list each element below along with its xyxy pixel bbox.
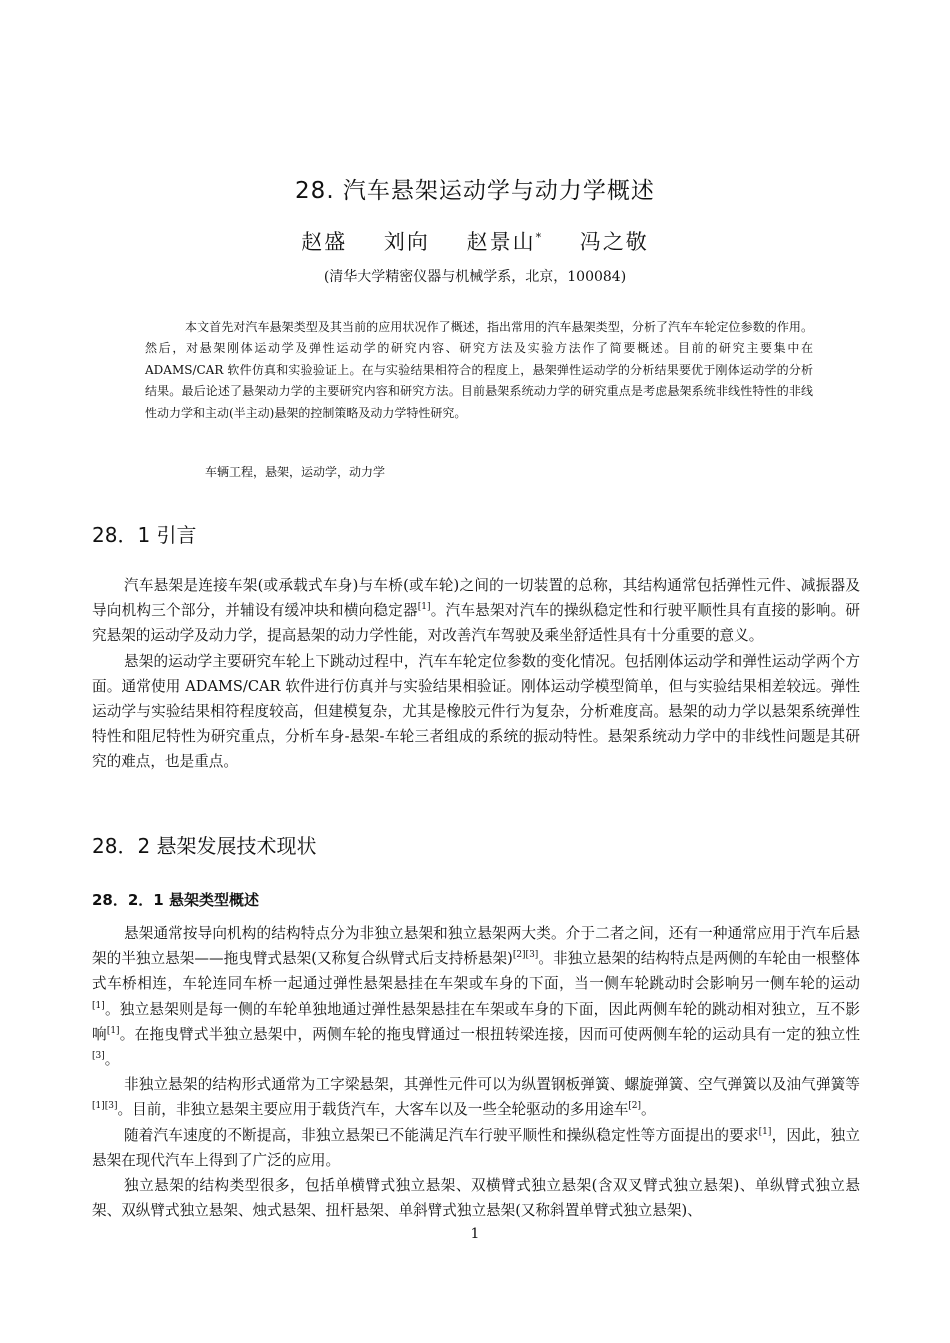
citation: [2] — [628, 1101, 642, 1112]
page-number: 1 — [470, 1226, 480, 1242]
citation: [1] — [106, 1025, 120, 1036]
citation: [2][3] — [512, 950, 539, 961]
author-2: 刘向 — [383, 230, 430, 254]
section-heading-intro: 28．1 引言 — [92, 523, 197, 547]
paragraph: 悬架通常按导向机构的结构特点分为非独立悬架和独立悬架两大类。介于二者之间，还有一种通常应用于汽车后悬架的半独立悬架——拖曳臂式悬架(又称复合纵臂式后支持桥悬架)[2][3]。非独立悬架的结构特点是两侧的车轮由一根整体式车桥相连，车轮连同车桥一起通过弹性悬架悬挂在车架或车身的下面，当一侧车轮跳动时会影响另一侧车轮的运动[1]。独立悬架则是每一侧的车轮单独地通过弹性悬架悬挂在车架或车身的下面，因此两侧车轮的跳动相对独立，互不影响[1]。在拖曳臂式半独立悬架中，两侧车轮的拖曳臂通过一根扭转梁连接，因而可使两侧车轮的运动具有一定的独立性[3]。 — [92, 925, 860, 1069]
subsection-heading-types: 28．2．1 悬架类型概述 — [92, 891, 259, 909]
author-1: 赵盛 — [301, 230, 348, 254]
author-3: 赵景山* — [466, 230, 544, 254]
section-heading-status: 28．2 悬架发展技术现状 — [92, 834, 317, 858]
paragraph: 独立悬架的结构类型很多，包括单横臂式独立悬架、双横臂式独立悬架(含双叉臂式独立悬架)、单纵臂式独立悬架、双纵臂式独立悬架、烛式悬架、扭杆悬架、单斜臂式独立悬架(又称斜置单臂式独立悬架)、 — [92, 1177, 860, 1220]
abstract: 本文首先对汽车悬架类型及其当前的应用状况作了概述，指出常用的汽车悬架类型，分析了汽车车轮定位参数的作用。然后，对悬架刚体运动学及弹性运动学的研究内容、研究方法及实验方法作了简要概述。目前的研究主要集中在 ADAMS/CAR 软件仿真和实验验证上。在与实验结果相符合的程度上，悬架弹性运动学的分析结果要优于刚体运动学的分析结果。最后论述了悬架动力学的主要研究内容和研究方法。目前悬架系统动力学的研究重点是考虑悬架系统非线性特性的非线性动力学和主动(半主动)悬架的控制策略及动力学特性研究。 — [145, 320, 813, 420]
citation: [1][3] — [92, 1101, 118, 1112]
citation: [1] — [417, 602, 431, 613]
paragraph: 随着汽车速度的不断提高，非独立悬架已不能满足汽车行驶平顺性和操纵稳定性等方面提出的要求[1]，因此，独立悬架在现代汽车上得到了广泛的应用。 — [92, 1126, 860, 1169]
paper-title: 28. 汽车悬架运动学与动力学概述 — [295, 178, 655, 204]
paragraph: 汽车悬架是连接车架(或承载式车身)与车桥(或车轮)之间的一切装置的总称，其结构通常包括弹性元件、减振器及导向机构三个部分，并辅设有缓冲块和横向稳定器[1]。汽车悬架对汽车的操纵稳定性和行驶平顺性具有直接的影响。研究悬架的运动学及动力学，提高悬架的动力学性能，对改善汽车驾驶及乘坐舒适性具有十分重要的意义。 — [92, 577, 860, 645]
citation: [3] — [92, 1051, 105, 1062]
section-intro-body — [92, 573, 860, 775]
paragraph: 非独立悬架的结构形式通常为工字梁悬架，其弹性元件可以为纵置钢板弹簧、螺旋弹簧、空气弹簧以及油气弹簧等[1][3]。目前，非独立悬架主要应用于载货汽车，大客车以及一些全轮驱动的多用途车[2]。 — [92, 1076, 860, 1119]
corresponding-author-mark: * — [535, 231, 544, 244]
author-4: 冯之敬 — [579, 230, 649, 254]
citation: [1] — [92, 1000, 105, 1011]
affiliation: (清华大学精密仪器与机械学系，北京，100084) — [323, 269, 627, 285]
citation: [1] — [758, 1126, 772, 1137]
keywords: 车辆工程，悬架，运动学，动力学 — [205, 465, 386, 479]
subsection-types-body — [92, 921, 860, 1223]
paragraph: 悬架的运动学主要研究车轮上下跳动过程中，汽车车轮定位参数的变化情况。包括刚体运动学和弹性运动学两个方面。通常使用 ADAMS/CAR 软件进行仿真并与实验结果相验证。刚体运动学模型简单，但与实验结果相差较远。弹性运动学与实验结果相符程度较高，但建模复杂，尤其是橡胶元件行为复杂，分析难度高。悬架的动力学以悬架系统弹性特性和阻尼特性为研究重点，分析车身-悬架-车轮三者组成的系统的振动特性。悬架系统动力学中的非线性问题是其研究的难点，也是重点。 — [92, 652, 860, 771]
author-list — [0, 226, 950, 256]
